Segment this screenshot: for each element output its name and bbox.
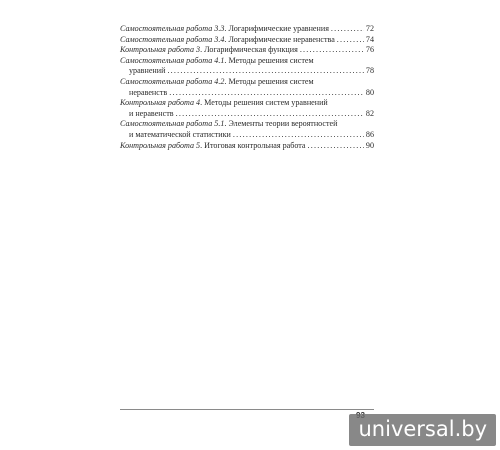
toc-title: уравнений [129,66,166,76]
toc-entry-kr-3 [120,45,374,56]
dot-leader [331,24,364,35]
toc-title: . Элементы теории вероятностей [224,119,338,129]
toc-line-continuation [120,130,374,141]
toc-entry-sr-3-4 [120,35,374,46]
toc-entry-sr-5-1 [120,119,374,140]
toc-work-label: Контрольная работа 3 [120,45,201,55]
table-of-contents [120,24,374,151]
toc-entry-kr-5 [120,141,374,152]
toc-title: и неравенств [129,108,174,118]
toc-line-continuation [120,88,374,99]
toc-page-number: 80 [365,87,374,97]
toc-work-label: Самостоятельная работа 4.1 [120,55,225,65]
toc-work-label: Контрольная работа 4 [120,98,201,108]
toc-title: . Логарифмические уравнения [224,24,329,33]
toc-line [120,119,374,130]
toc-page-number: 82 [365,108,374,118]
toc-title: и математической статистики [129,129,231,139]
toc-work-label: Самостоятельная работа 5.1 [120,119,225,129]
dot-leader [337,35,364,46]
toc-title: . Логарифмическая функция [200,45,298,55]
toc-line [120,56,374,67]
toc-line-continuation [120,66,374,77]
dot-leader [233,130,364,141]
toc-title: неравенств [129,87,168,97]
toc-title: . Итоговая контрольная работа [200,140,306,150]
toc-work-label: Самостоятельная работа 3.3 [120,24,225,33]
toc-title: . Методы решения систем [224,55,314,65]
dot-leader [300,45,364,56]
dot-leader [167,66,363,77]
toc-title: . Методы решения систем уравнений [200,98,328,108]
toc-line [120,35,374,46]
toc-line [120,98,374,109]
toc-page-number: 86 [365,129,374,139]
toc-work-label: Самостоятельная работа 4.2 [120,76,225,86]
toc-title: . Методы решения систем [224,76,314,86]
toc-line [120,141,374,152]
dot-leader [176,109,364,120]
dot-leader [169,88,364,99]
toc-line [120,45,374,56]
footer-rule [120,409,374,410]
toc-page-number: 90 [365,140,374,150]
toc-entry-sr-4-2 [120,77,374,98]
toc-title: . Логарифмические неравенства [224,34,335,44]
toc-page-number: 76 [365,45,374,55]
toc-work-label: Самостоятельная работа 3.4 [120,34,225,44]
toc-entry-sr-3-3 [120,24,374,35]
dot-leader [308,141,364,152]
toc-entry-sr-4-1 [120,56,374,77]
toc-page-number: 74 [365,34,374,44]
toc-work-label: Контрольная работа 5 [120,140,201,150]
toc-page-number: 78 [365,66,374,76]
toc-page-number: 72 [365,24,374,33]
toc-line [120,77,374,88]
toc-entry-kr-4 [120,98,374,119]
watermark: universal.by [349,414,496,446]
toc-line [120,24,374,35]
toc-line-continuation [120,109,374,120]
